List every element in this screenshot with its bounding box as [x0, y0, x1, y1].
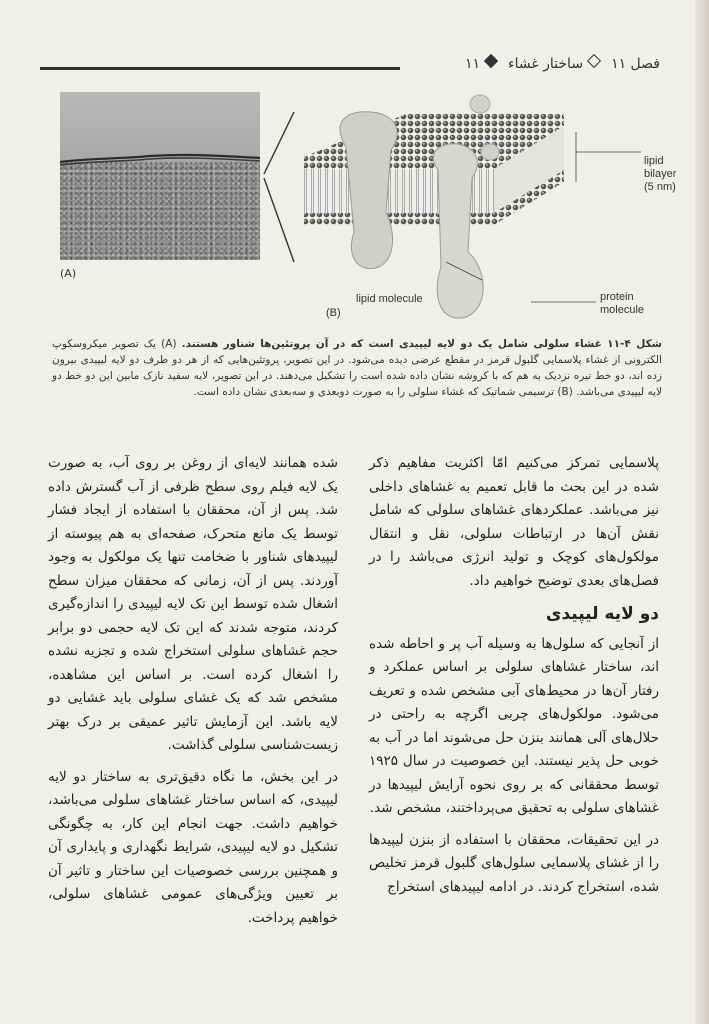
- protein-right: [433, 144, 483, 318]
- electron-micrograph: [60, 92, 260, 260]
- figure-label-a: (A): [60, 267, 77, 280]
- section-label: ساختار غشاء: [508, 56, 584, 72]
- section-heading: دو لایه لیپیدی: [545, 604, 659, 624]
- left-column: [48, 452, 338, 938]
- label-lipid-bilayer-2: bilayer: [644, 168, 676, 180]
- left-para-1: شده همانند لایه‌ای از روغن بر روی آب، به صورت یک لایه فیلم روی سطح ظرفی از آب گسترش داده شد. پس از آن، محققان با استفاده از ایجاد فشار توسط یک مانع متحرک، صفحه‌ای به هم پیوسته از لیپیدهای شناور با ضخامت تنها یک مولکول به وجود آوردند. پس از آن، زمانی که محققان میزان سطح اشغال شده توسط این تک لایه لیپیدی را اندازه‌گیری کردند، متوجه شدند که این تک لایه حجمی دو برابر حجم غشاهای سلولی استخراج شده و تجزیه نشده را اشغال کرده است. بر اساس این مشاهده، مشخص شد که یک غشای سلولی باید غشایی دو لایه باشد. این آزمایش تاثیر عمیقی بر درک بهتر زیست‌شناسی سلولی گذاشت.: [48, 455, 338, 753]
- header-text: [459, 56, 660, 72]
- right-para-3: در این تحقیقات، محققان با استفاده از بنزن لیپیدها را از غشای پلاسمایی سلول‌های گلبول قرمز تخلیص شده، استخراج کردند. در ادامه لیپیدهای استخراج: [369, 831, 659, 895]
- running-header: [40, 56, 660, 86]
- bracket-line-bottom: [264, 178, 294, 262]
- figure-label-b: (B): [326, 307, 341, 319]
- bilayer-diagram: [246, 92, 676, 324]
- diamond-outline-icon: [587, 54, 601, 68]
- caption-body: (A) یک تصویر میکروسکوپ الکترونی از غشاء پلاسمایی گلبول قرمز در مقطع عرضی دیده می‌شود. در این تصویر، پروتئین‌هایی که از هر دو طرف دو لایه لیپیدی بیرون زده اند، دو خط تیره نزدیک به هم که با کروشه نشان داده شده است را تشکیل می‌دهند. در این تصویر، لایه سفید نازک مابین این دو خط دو لایه لیپیدی می‌باشد. (B) ترسیمی شماتیک که غشاء سلولی را به صورت دوبعدی و سه‌بعدی نشان داده است.: [52, 338, 662, 398]
- label-protein-molecule-2: molecule: [600, 304, 645, 316]
- chapter-label: فصل ۱۱: [611, 56, 660, 72]
- diamond-filled-icon: [484, 54, 498, 68]
- right-column: [369, 452, 659, 907]
- label-lipid-molecule: lipid molecule: [356, 293, 423, 305]
- header-rule: [40, 67, 400, 70]
- protein-middle-small: [481, 144, 499, 160]
- protein-top-small: [470, 95, 490, 113]
- page-number: ۱۱: [465, 56, 481, 72]
- label-lipid-bilayer-3: (5 nm): [644, 181, 676, 193]
- figure-membrane: [56, 92, 676, 324]
- right-para-1: پلاسمایی تمرکز می‌کنیم امّا اکثریت مفاهیم ذکر شده در این بحث ما قابل تعمیم به غشاهای داخلی نیز می‌باشد. عملکردهای غشاهای سلولی که شامل نقش آن‌ها در ارتباطات سلولی، نقل و انتقال مولکول‌های کوچک و تولید انرژی می‌باشد را در فصل‌های بعدی توضیح خواهیم داد.: [369, 455, 659, 589]
- micrograph-membrane-line: [60, 150, 260, 168]
- label-lipid-bilayer-1: lipid: [644, 155, 664, 167]
- figure-caption: [52, 336, 662, 400]
- label-protein-molecule-1: protein: [600, 291, 634, 303]
- right-para-2: از آنجایی که سلول‌ها به وسیله آب پر و احاطه شده اند، ساختار غشاهای سلولی بر اساس عملکرد و رفتار آن‌ها در محیط‌های آبی مشخص شده و تعریف می‌شود. مولکول‌های چربی اگرچه به راحتی در حلال‌های آلی همانند بنزن حل می‌شوند اما در آب به خوبی حل پذیر نیستند. این خصوصیت در سال ۱۹۲۵ توسط محققانی که بر روی نحوه آرایش لیپیدها در غشاهای سلولی به تحقیق می‌پرداختند، مشخص شد.: [369, 635, 659, 816]
- bracket-line-top: [264, 112, 294, 174]
- page-edge: [695, 0, 709, 1024]
- caption-title: شکل ۴-۱۱ غشاء سلولی شامل یک دو لایه لیپیدی است که در آن پروتئین‌ها شناور هستند.: [181, 338, 662, 350]
- left-para-2: در این بخش، ما نگاه دقیق‌تری به ساختار دو لایه لیپیدی، که اساس ساختار غشاهای سلولی می‌باشد، خواهیم داشت. جهت انجام این کار، به چگونگی تشکیل دو لایه لیپیدی، شرایط نگهداری و پایداری آن و همچنین بررسی خصوصیات این ساختار و تاثیر آن بر تعیین ویژگی‌های عمومی غشاهای سلولی، خواهیم پرداخت.: [48, 768, 338, 926]
